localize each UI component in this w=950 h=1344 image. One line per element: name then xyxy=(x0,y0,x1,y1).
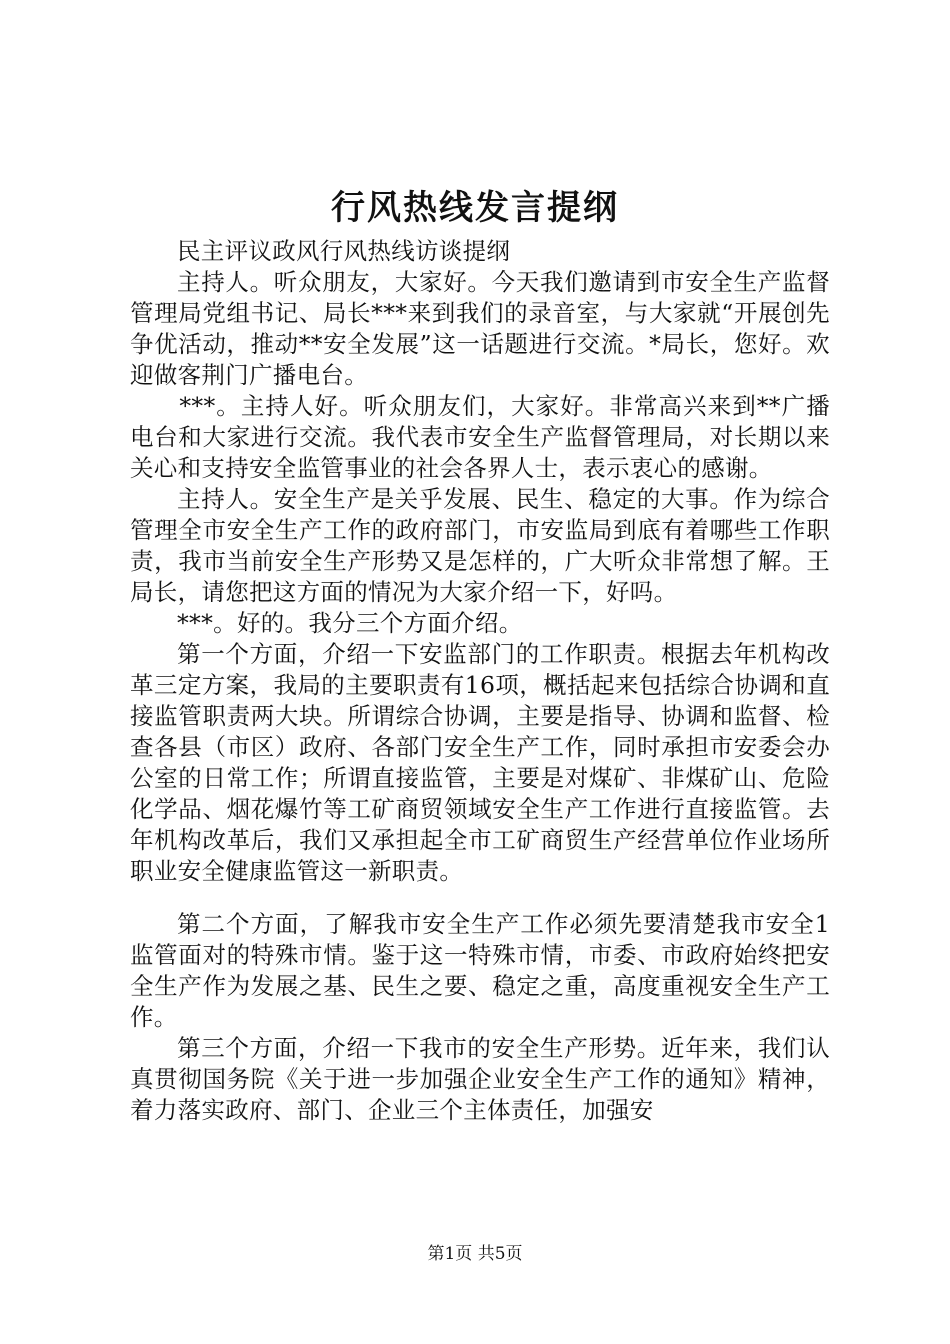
paragraph-host-intro: 主持人。听众朋友，大家好。今天我们邀请到市安全生产监督管理局党组书记、局长***来到我们的录音室，与大家就“开展创先争优活动，推动**安全发展”这一话题进行交流。*局长，您好。欢迎做客荆门广播电台。 xyxy=(130,268,830,389)
paragraph-guest-greeting: ***。主持人好。听众朋友们，大家好。非常高兴来到**广播电台和大家进行交流。我代表市安全生产监督管理局，对长期以来关心和支持安全监管事业的社会各界人士，表示衷心的感谢。 xyxy=(130,392,830,482)
paragraph-subtitle: 民主评议政风行风热线访谈提纲 xyxy=(177,237,511,265)
document-title: 行风热线发言提纲 xyxy=(331,188,619,228)
paragraph-aspect-three: 第三个方面，介绍一下我市的安全生产形势。近年来，我们认真贯彻国务院《关于进一步加强企业安全生产工作的通知》精神，着力落实政府、部门、企业三个主体责任，加强安 xyxy=(130,1034,830,1124)
document-body xyxy=(130,236,830,1126)
paragraph-aspect-two: 第二个方面，了解我市安全生产工作必须先要清楚我市安全1监管面对的特殊市情。鉴于这一特殊市情，市委、市政府始终把安全生产作为发展之基、民生之要、稳定之重，高度重视安全生产工作。 xyxy=(130,910,830,1031)
paragraph-aspect-one: 第一个方面，介绍一下安监部门的工作职责。根据去年机构改革三定方案，我局的主要职责有16项，概括起来包括综合协调和直接监管职责两大块。所谓综合协调，主要是指导、协调和监督、检查各县（市区）政府、各部门安全生产工作，同时承担市安委会办公室的日常工作；所谓直接监管，主要是对煤矿、非煤矿山、危险化学品、烟花爆竹等工矿商贸领域安全生产工作进行直接监管。去年机构改革后，我们又承担起全市工矿商贸生产经营单位作业场所职业安全健康监管这一新职责。 xyxy=(130,640,830,885)
paragraph-host-question: 主持人。安全生产是关乎发展、民生、稳定的大事。作为综合管理全市安全生产工作的政府部门，市安监局到底有着哪些工作职责，我市当前安全生产形势又是怎样的，广大听众非常想了解。王局长，请您把这方面的情况为大家介绍一下，好吗。 xyxy=(130,485,830,606)
page-footer: 第1页 共5页 xyxy=(427,1244,523,1264)
paragraph-guest-reply: ***。好的。我分三个方面介绍。 xyxy=(177,609,523,637)
